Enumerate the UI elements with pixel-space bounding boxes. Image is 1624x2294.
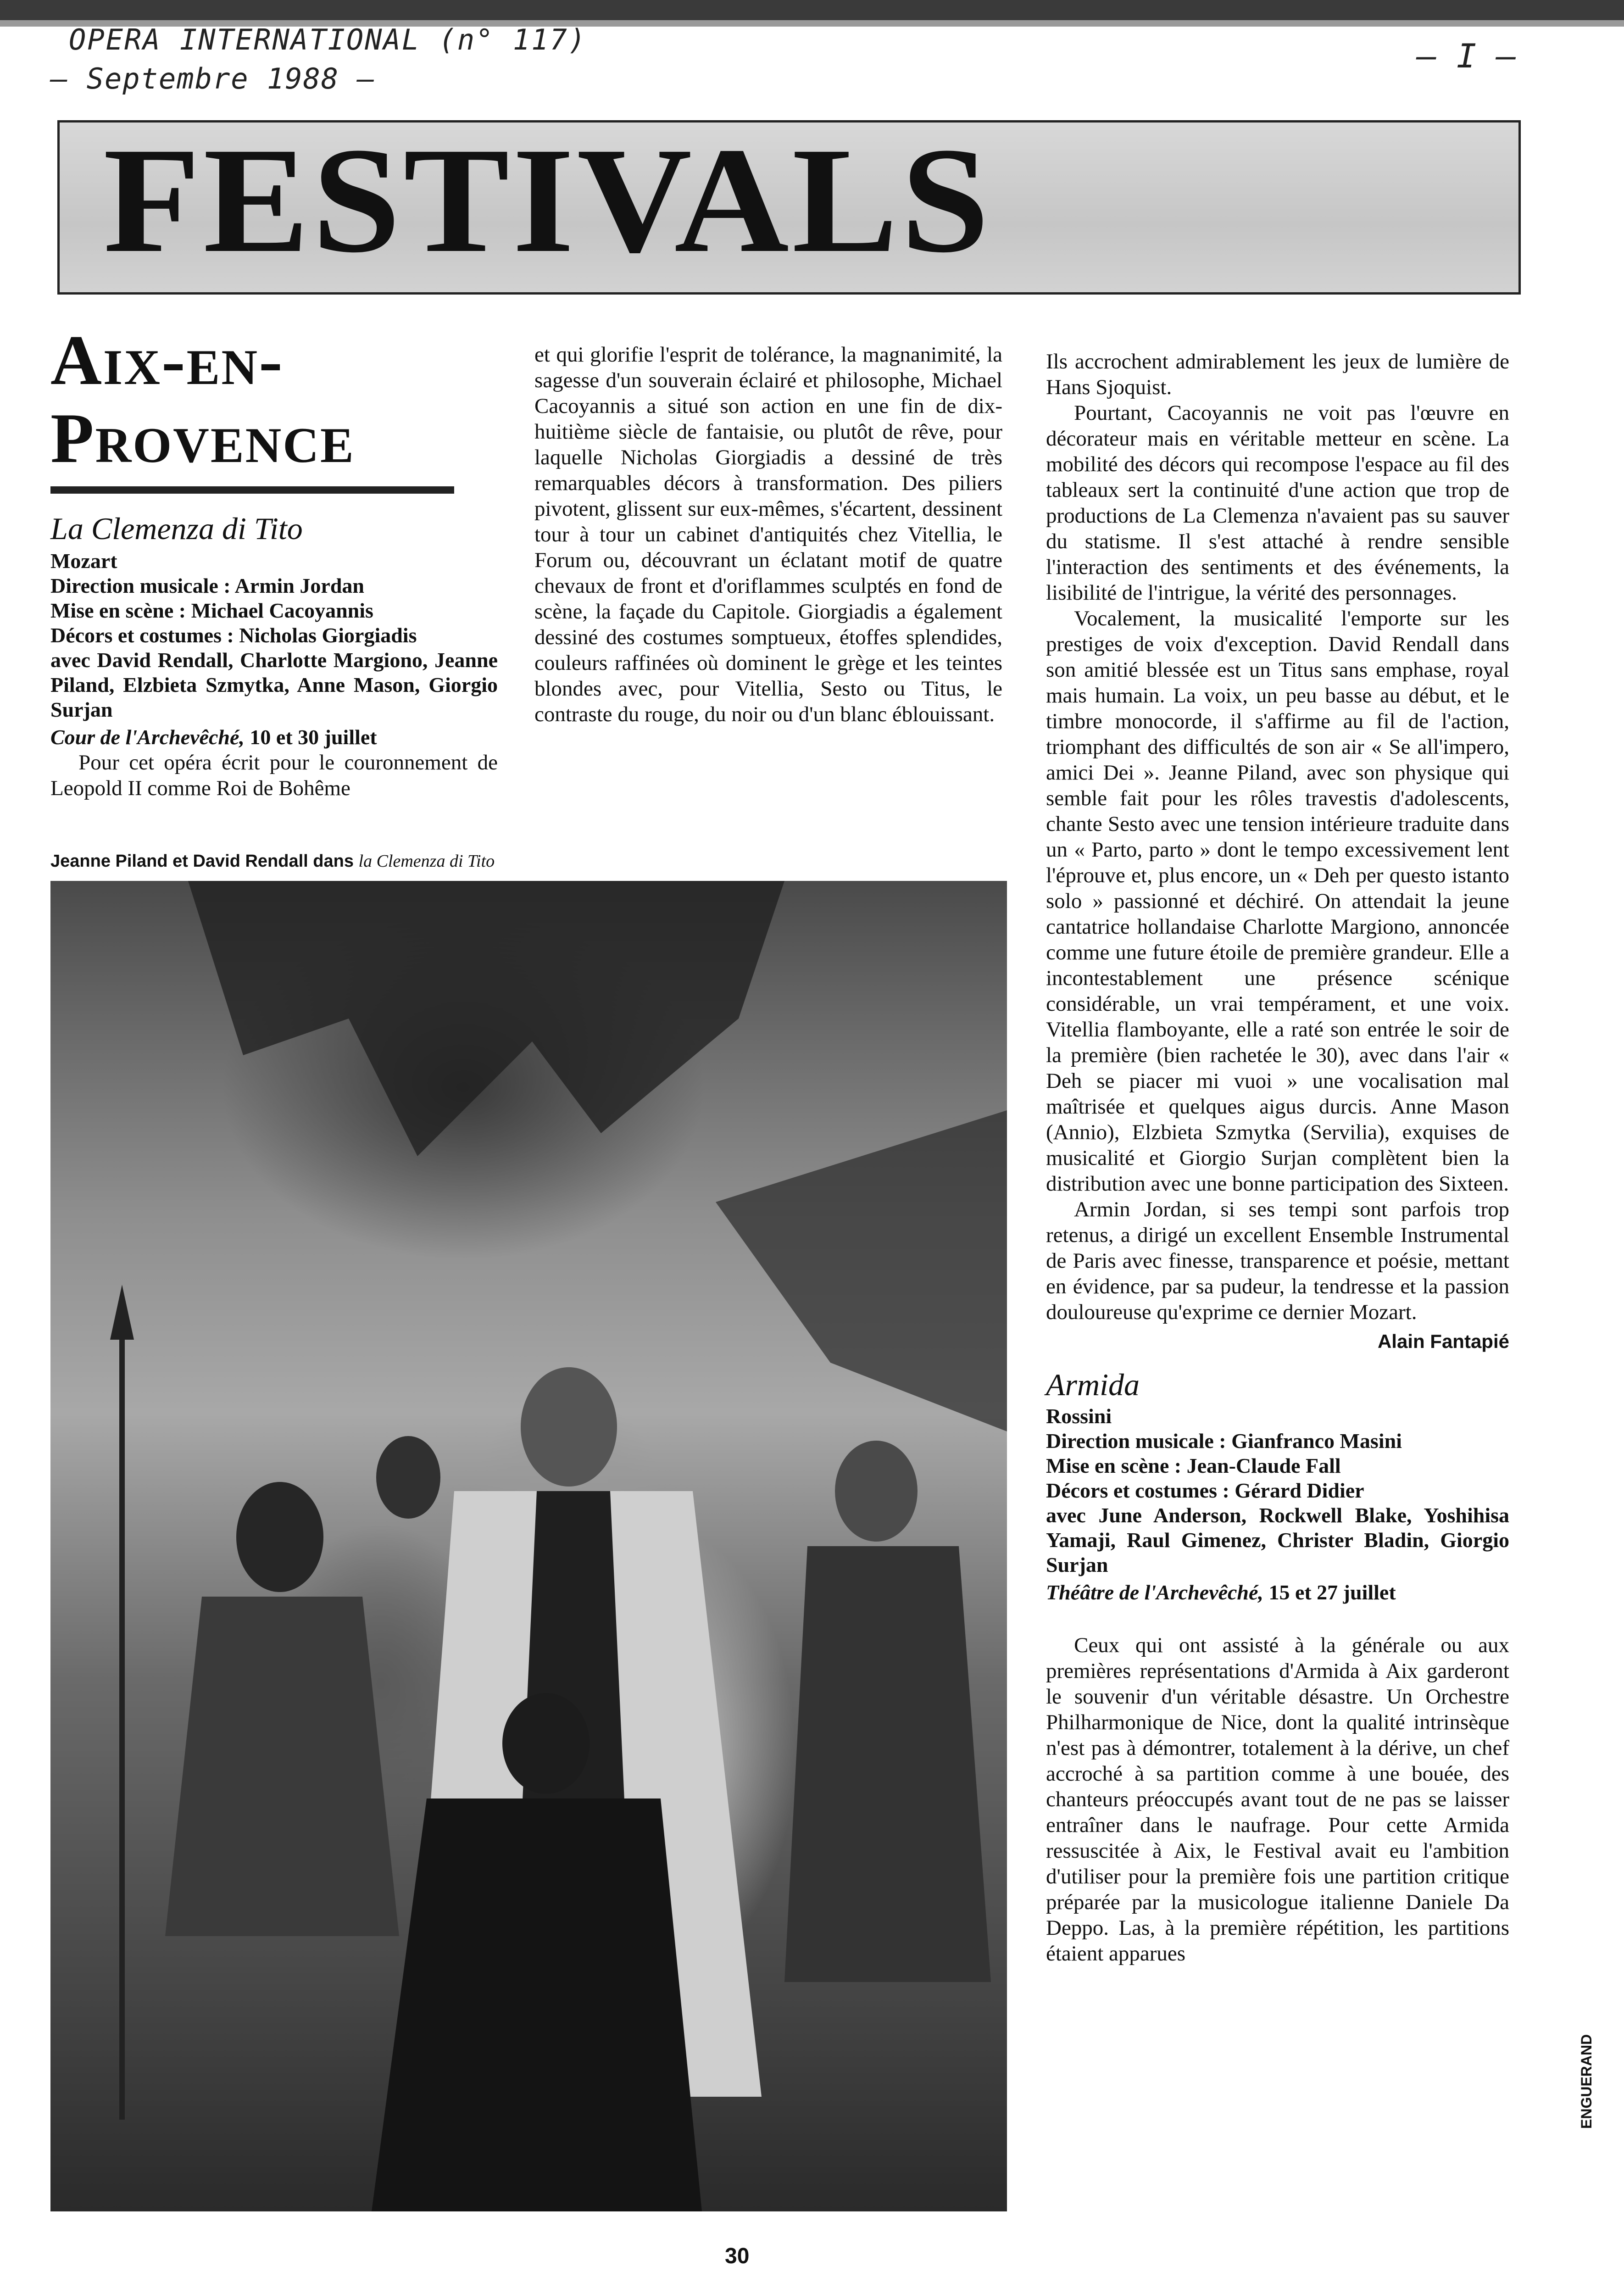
review1-paragraph: Vocalement, la musicalité l'emporte sur les prestiges de voix d'exception. David Rendall dans son amitié blessée est un Titus sans emphase, royal mais humain. La voix, un peu basse au début, et le timbre monocorde, il s'affirme au fil de l'action, triomphant des difficultés de son air « Se all'impero, amici Dei ». Jeanne Piland, avec son physique qui semble fait pour les rôles travestis d'adolescents, chante Sesto avec une tension intérieure traduite dans un « Parto, parto » dont le tempo excessivement lent l'éprouve et, plus encore, un « Deh per questo istanto solo » passionné et déchiré. On attendait la jeune cantatrice hollandaise Charlotte Margiono, annoncée comme une future étoile de première grandeur. Elle a incontestablement une présence scénique considérable, un vrai tempérament, et une voix. Vitellia flamboyante, elle a raté son entrée le soir de la première (bien rachetée le 30), avec dans l'air « Deh se piacer mi vuoi » une vocalisation mal maîtrisée et quelques aigus durcis. Anne Mason (Annio), Elzbieta Szmytka (Servilia), exquises de musicalité et Giorgio Surjan complètent bien la distribution avec une bonne participation des Sixteen. bbox=[1046, 607, 1509, 1196]
photo-caption bbox=[50, 851, 495, 871]
chorus-dress bbox=[165, 1597, 399, 1936]
review2-title: Armida bbox=[1046, 1367, 1140, 1402]
column-3 bbox=[1046, 349, 1509, 1966]
halberd-blade bbox=[110, 1285, 134, 1340]
venue-name: Théâtre de l'Archevêché, bbox=[1046, 1581, 1263, 1604]
credit-line: Direction musicale : Armin Jordan bbox=[50, 574, 364, 597]
credit-line: Décors et costumes : Nicholas Giorgiadis bbox=[50, 624, 417, 647]
review2-venue bbox=[1046, 1580, 1509, 1605]
credit-line: Décors et costumes : Gérard Didier bbox=[1046, 1479, 1364, 1502]
section-banner bbox=[57, 117, 1521, 295]
caption-title: la Clemenza di Tito bbox=[358, 852, 495, 871]
chorus-costume bbox=[784, 1546, 991, 1982]
stage-photo-shapes bbox=[50, 881, 1007, 2211]
review2-credits bbox=[1046, 1404, 1509, 1577]
banner-drape bbox=[188, 881, 784, 1156]
review1-paragraph: Pourtant, Cacoyannis ne voit pas l'œuvre en décorateur mais en véritable metteur en scène. La mobilité des décors qui recompose l'espace au fil des tableaux sert la continuité d'une action que trop de productions de La Clemenza n'avaient pas su sauver du statisme. Il s'est attaché à rendre sensible l'interaction des sentiments et des événements, la lisibilité de l'intrigue, la vérité des personnages. bbox=[1046, 401, 1509, 605]
column-2 bbox=[534, 342, 1002, 727]
city-heading-line2: Provence bbox=[50, 399, 355, 478]
flag-shape bbox=[716, 1110, 1007, 1431]
review2-paragraph: Ceux qui ont assisté à la générale ou aux premières représentations d'Armida à Aix garderont le souvenir d'un véritable désastre. Un Orchestre Philharmonique de Nice, dont la qualité intrinsèque n'est pas à démontrer, totalement à la dérive, un chef accroché à sa partition comme à une bouée, des chanteurs préoccupés avant tout de ne pas se laisser entraîner dans le naufrage. Pour cette Armida ressuscitée à Aix, le Festival avait eu l'ambition d'utiliser pour la première fois une partition critique préparée par la musicologue italienne Daniele Da Deppo. Las, à la première répétition, les partitions étaient apparues bbox=[1046, 1633, 1509, 1965]
handwritten-source: OPERA INTERNATIONAL (n° 117) bbox=[69, 23, 587, 56]
review1-title: La Clemenza di Tito bbox=[50, 511, 303, 546]
stage-photo bbox=[50, 881, 1007, 2211]
credit-line: Direction musicale : Gianfranco Masini bbox=[1046, 1429, 1402, 1453]
chorus-head bbox=[236, 1482, 323, 1592]
venue-dates: 10 et 30 juillet bbox=[244, 725, 377, 749]
kneeling-figure-coat bbox=[372, 1798, 702, 2211]
cast-line: avec June Anderson, Rockwell Blake, Yoshihisa Yamaji, Raul Gimenez, Christer Bladin, Giorgio Surjan bbox=[1046, 1503, 1509, 1576]
credit-line: Mise en scène : Jean-Claude Fall bbox=[1046, 1454, 1341, 1477]
banner-title: FESTIVALS bbox=[103, 117, 992, 284]
review1-paragraph: et qui glorifie l'esprit de tolérance, la magnanimité, la sagesse d'un souverain éclairé et philosophe, Michael Cacoyannis a situé son action en une fin de dix-huitième siècle de fantaisie, ou plutôt de rêve, pour laquelle Nicholas Giorgiadis a dessiné de très remarquables décors à transformation. Des piliers pivotent, glissent sur eux-mêmes, s'écartent, dessinent tour à tour un cabinet d'antiquités chez Vitellia, le Forum ou, découvrant un éclatant motif de quatre chevaux de front et d'oriflammes sculptés en fond de scène, la façade du Capitole. Giorgiadis a également dessiné des costumes somptueux, étoffes splendides, couleurs raffinées où dominent le grège et les teintes blondes avec, pour Vitellia, Sesto ou Titus, le contraste du rouge, du noir ou d'un blanc éblouissant. bbox=[534, 343, 1002, 726]
review1-composer: Mozart bbox=[50, 549, 117, 573]
tenor-head bbox=[521, 1367, 617, 1487]
review1-venue bbox=[50, 725, 498, 750]
chorus-head bbox=[376, 1436, 440, 1519]
venue-dates: 15 et 27 juillet bbox=[1263, 1581, 1396, 1604]
review1-credits bbox=[50, 549, 498, 722]
handwritten-date: – Septembre 1988 – bbox=[50, 62, 375, 95]
cast-line: avec David Rendall, Charlotte Margiono, Jeanne Piland, Elzbieta Szmytka, Anne Mason, Giorgio Surjan bbox=[50, 648, 498, 721]
review2-composer: Rossini bbox=[1046, 1404, 1112, 1428]
caption-text: Jeanne Piland et David Rendall dans bbox=[50, 852, 359, 871]
venue-name: Cour de l'Archevêché, bbox=[50, 725, 245, 749]
halberd-pole bbox=[119, 1340, 125, 2120]
spacer bbox=[1046, 1605, 1509, 1632]
author-signature: Alain Fantapié bbox=[1377, 1331, 1509, 1352]
credit-line: Mise en scène : Michael Cacoyannis bbox=[50, 599, 373, 622]
handwritten-page-mark: – I – bbox=[1417, 37, 1516, 75]
city-heading-line1: Aix-en- bbox=[50, 321, 284, 400]
kneeling-figure-head bbox=[502, 1693, 590, 1794]
chorus-head bbox=[835, 1441, 918, 1542]
review1-paragraph: Ils accrochent admirablement les jeux de lumière de Hans Sjoquist. bbox=[1046, 350, 1509, 399]
review1-paragraph: Pour cet opéra écrit pour le couronnement de Leopold II comme Roi de Bohême bbox=[50, 751, 498, 800]
column-1 bbox=[50, 321, 498, 801]
photo-credit: ENGUERAND bbox=[1578, 2034, 1595, 2129]
page-number: 30 bbox=[725, 2244, 750, 2268]
heading-rule bbox=[50, 486, 454, 494]
scan-top-edge bbox=[0, 0, 1624, 20]
review1-paragraph: Armin Jordan, si ses tempi sont parfois trop retenus, a dirigé un excellent Ensemble Instrumental de Paris avec finesse, transparence et poésie, mettant en évidence, par sa pudeur, la tendresse et la passion douloureuse qu'exprime ce dernier Mozart. bbox=[1046, 1197, 1509, 1324]
